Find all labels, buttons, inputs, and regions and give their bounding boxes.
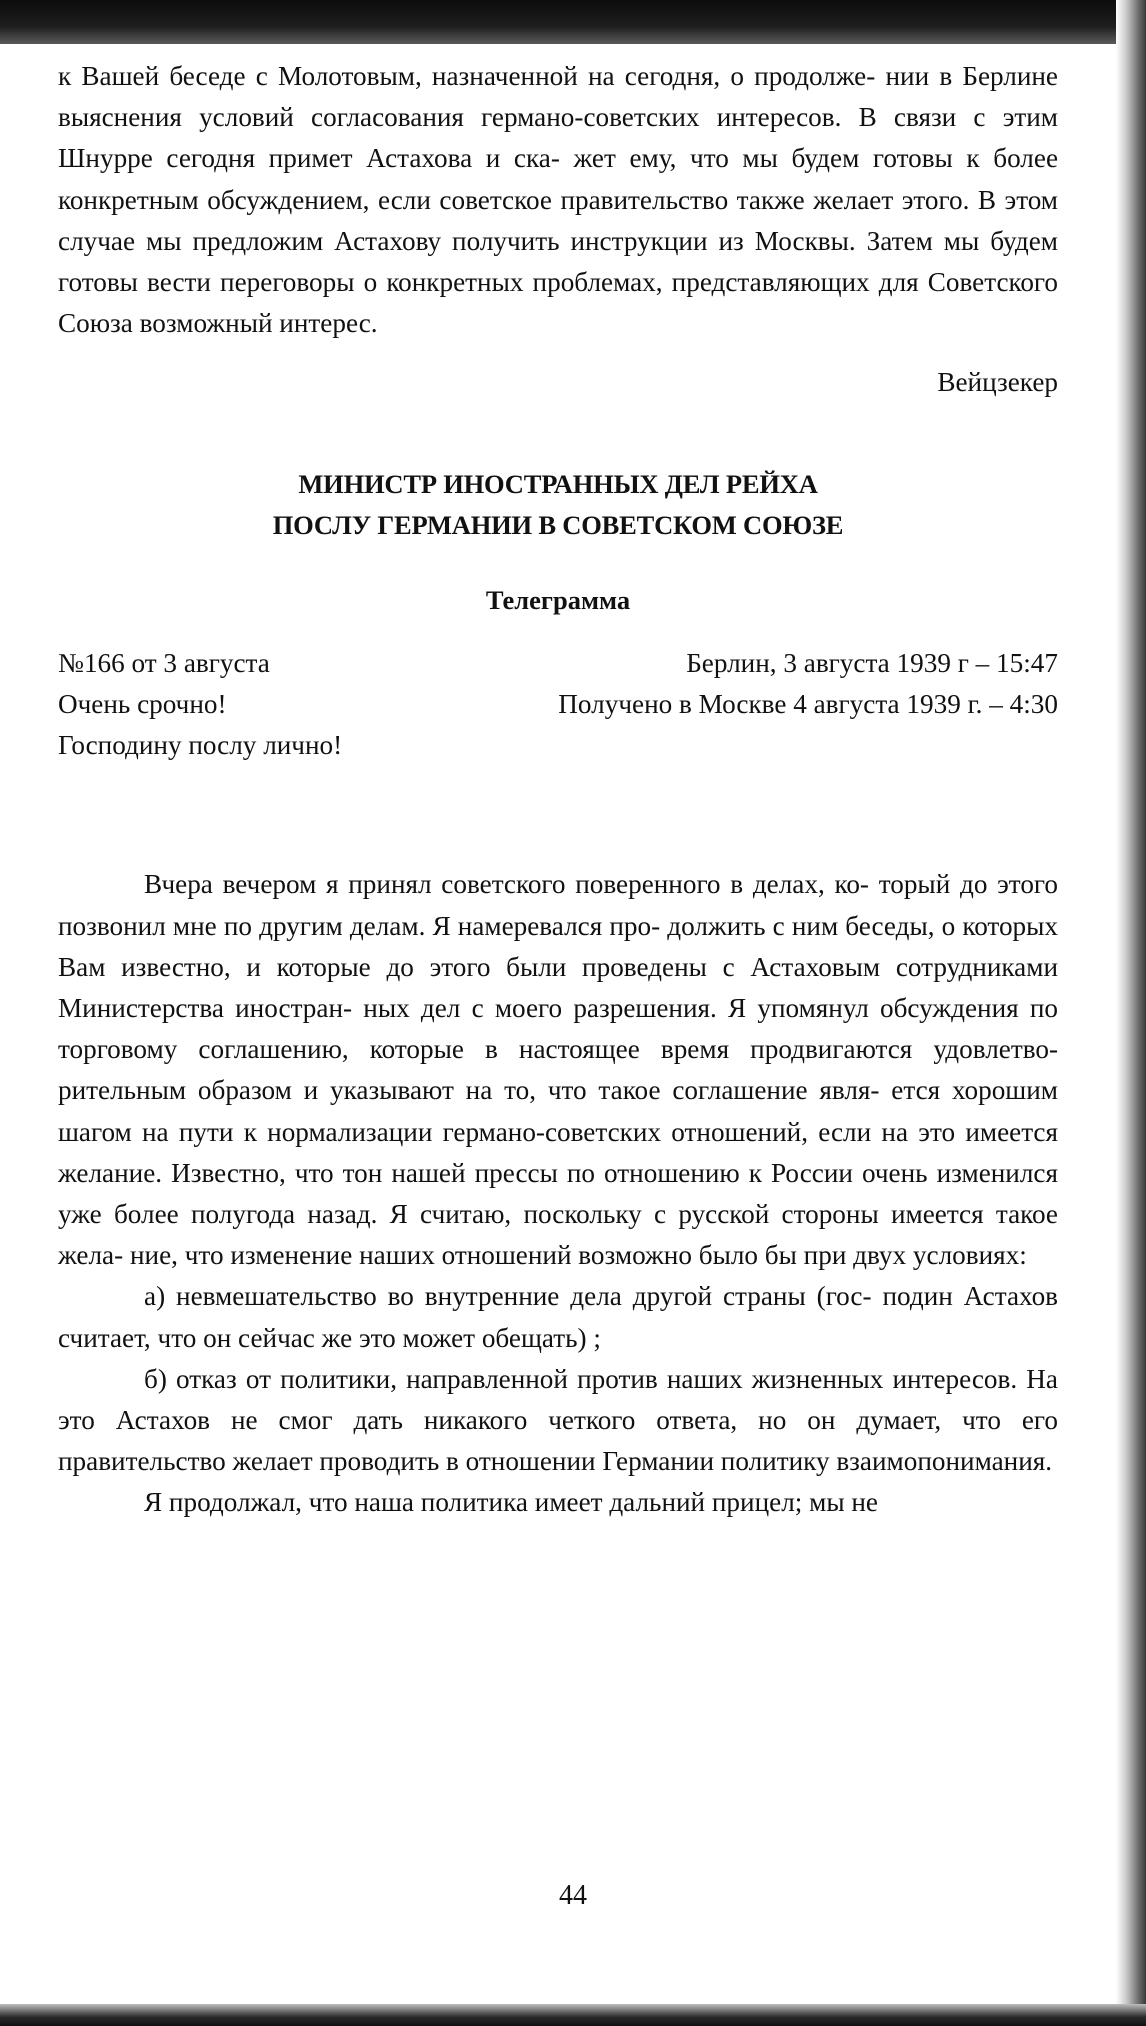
text-line: соглашению, которые в настоящее время продвигаются удовлетво- <box>198 1034 1059 1065</box>
text-line: если советское правительство также желает этого. В этом случае <box>58 184 1059 256</box>
telegram-number: №166 от 3 августа <box>58 647 270 678</box>
text-line: условиях: <box>912 1240 1027 1271</box>
document-heading <box>58 464 1058 546</box>
list-item-a <box>58 1276 1058 1358</box>
scan-right-edge <box>1116 0 1146 2026</box>
scan-top-edge <box>0 0 1146 44</box>
text-line: ных дел с моего разрешения. Я упомянул обсуждения по торговому <box>58 993 1059 1065</box>
heading-line: ПОСЛУ ГЕРМАНИИ В СОВЕТСКОМ СОЮЗЕ <box>272 509 844 540</box>
document-type: Телеграмма <box>485 584 631 615</box>
signature: Вейцзекер <box>937 367 1058 398</box>
text-line: представляющих для Советского Союза возможный интерес. <box>58 267 1059 339</box>
text-line: но он думает, что его правительство желает проводить в отношении <box>58 1405 1058 1477</box>
text-line: б) отказ от политики, направленной против наших жизненных <box>144 1363 884 1394</box>
telegram-meta <box>58 643 1058 767</box>
text-line: мы предложим Астахову получить инструкции из Москвы. Затем <box>146 225 933 256</box>
paragraph-1 <box>58 56 1058 344</box>
text-line: торый до этого позвонил мне по другим делам. Я намеревался про- <box>58 869 1058 941</box>
page-number: 44 <box>559 1880 587 1911</box>
text-line: должить с ним беседы, о которых Вам известно, и которые до этого <box>58 910 1059 982</box>
list-item-b <box>58 1359 1058 1483</box>
text-line: прессы по отношению к России очень изменился уже более полугода <box>58 1157 1058 1230</box>
text-line: жет ему, что мы будем готовы к более конкретным обсуждением, <box>58 143 1059 215</box>
sent-datetime: Берлин, 3 августа 1939 г – 15:47 <box>686 647 1058 678</box>
text-line: подин Астахов считает, что он сейчас же это может обещать) ; <box>58 1281 1059 1353</box>
text-line: Германии политику взаимопонимания. <box>602 1446 1053 1477</box>
text-line: интересов. На это Астахов не смог дать никакого четкого ответа, <box>58 1363 1058 1436</box>
text-line: Вчера вечером я принял советского поверенного в делах, ко- <box>144 869 869 900</box>
heading-line: МИНИСТР ИНОСТРАННЫХ ДЕЛ РЕЙХА <box>298 468 818 499</box>
document-page <box>58 56 1058 1524</box>
text-line: ется хорошим шагом на пути к нормализации германо-советских <box>58 1075 1058 1147</box>
scan-bottom-edge <box>0 2004 1146 2026</box>
text-line: рительным образом и указывают на то, что такое соглашение явля- <box>58 1075 880 1106</box>
text-line: интересов. В связи с этим Шнурре сегодня примет Астахова и ска- <box>58 102 1058 174</box>
text-line: ние, что изменение наших отношений возможно было бы при двух <box>129 1240 907 1271</box>
text-line: Я продолжал, что наша политика имеет дальний прицел; мы не <box>144 1487 878 1518</box>
received-datetime: Получено в Москве 4 августа 1939 г. – 4:30 <box>558 689 1058 720</box>
text-line: были проведены с Астаховым сотрудниками Министерства иностран- <box>58 951 1058 1024</box>
text-line: отношений, если на это имеется желание. Известно, что тон нашей <box>58 1116 1059 1188</box>
text-line: к Вашей беседе с Молотовым, назначенной на сегодня, о продолже- <box>58 61 876 91</box>
text-line: нии в Берлине выяснения условий согласования германо-советских <box>58 61 1058 133</box>
paragraph-2 <box>58 864 1058 1276</box>
urgency-label: Очень срочно! <box>58 689 227 720</box>
text-line: назад. Я считаю, поскольку с русской стороны имеется такое жела- <box>58 1199 1058 1271</box>
meta-row <box>58 684 1058 725</box>
paragraph-3 <box>58 1482 1058 1523</box>
text-line: а) невмешательство во внутренние дела другой страны (гос- <box>144 1281 872 1312</box>
addressee: Господину послу лично! <box>58 730 343 761</box>
text-line: мы будем готовы вести переговоры о конкретных проблемах, <box>58 225 1058 298</box>
meta-row <box>58 643 1058 684</box>
